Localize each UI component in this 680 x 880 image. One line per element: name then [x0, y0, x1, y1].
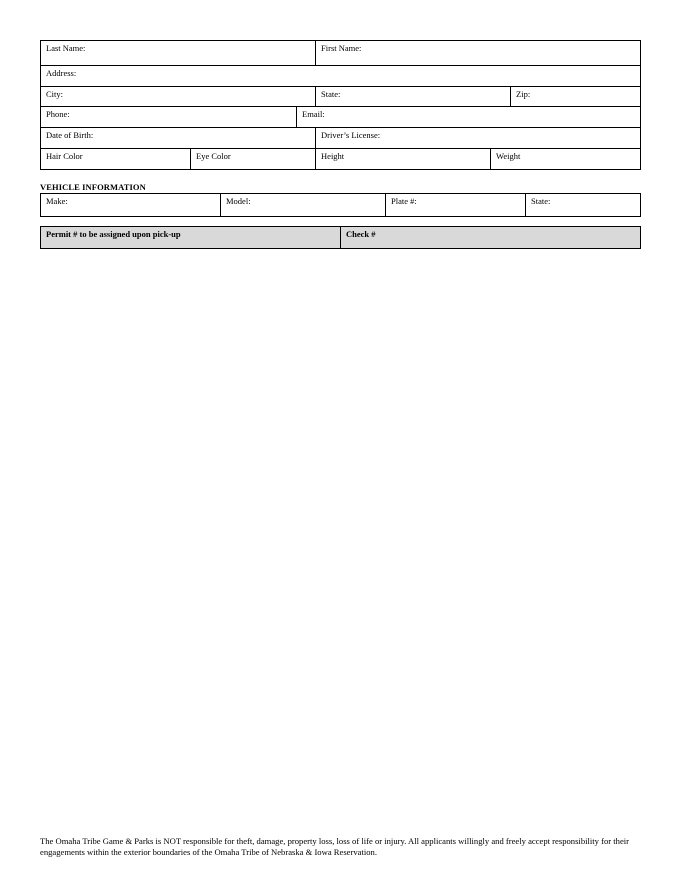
zip-label: Zip: [516, 89, 531, 99]
office-use-table [40, 226, 641, 249]
plate-field[interactable] [386, 194, 526, 217]
check-number-field[interactable] [341, 227, 641, 249]
state-label: State: [321, 89, 341, 99]
vehicle-information-heading: VEHICLE INFORMATION [40, 182, 146, 192]
hair-color-label: Hair Color [46, 151, 83, 161]
email-field[interactable] [297, 107, 641, 128]
drivers-license-label: Driver’s License: [321, 130, 381, 140]
city-label: City: [46, 89, 64, 99]
vehicle-info-table [40, 193, 641, 217]
height-field[interactable] [316, 149, 491, 170]
plate-label: Plate #: [391, 196, 417, 206]
permit-number-label: Permit # to be assigned upon pick-up [46, 229, 181, 239]
address-label: Address: [46, 68, 77, 78]
eye-color-field[interactable] [191, 149, 316, 170]
first-name-label: First Name: [321, 43, 362, 53]
vehicle-state-field[interactable] [526, 194, 641, 217]
city-field[interactable] [41, 87, 316, 107]
weight-label: Weight [496, 151, 521, 161]
last-name-label: Last Name: [46, 43, 86, 53]
date-of-birth-field[interactable] [41, 128, 316, 149]
zip-field[interactable] [511, 87, 641, 107]
first-name-field[interactable] [316, 41, 641, 66]
vehicle-state-label: State: [531, 196, 551, 206]
phone-label: Phone: [46, 109, 70, 119]
drivers-license-field[interactable] [316, 128, 641, 149]
permit-number-field[interactable] [41, 227, 341, 249]
state-field[interactable] [316, 87, 511, 107]
last-name-field[interactable] [41, 41, 316, 66]
model-label: Model: [226, 196, 251, 206]
make-field[interactable] [41, 194, 221, 217]
height-label: Height [321, 151, 345, 161]
address-field[interactable] [41, 66, 641, 87]
hair-color-field[interactable] [41, 149, 191, 170]
make-label: Make: [46, 196, 68, 206]
email-label: Email: [302, 109, 325, 119]
weight-field[interactable] [491, 149, 641, 170]
applicant-info-table [40, 40, 641, 170]
liability-disclaimer: The Omaha Tribe Game & Parks is NOT responsible for theft, damage, property loss, loss of life or injury. All applicants willingly and freely accept responsibility for their engagements within the exterior boundaries of the Omaha Tribe of Nebraska & Iowa Reservation. [40, 836, 630, 857]
check-number-label: Check # [346, 229, 376, 239]
phone-field[interactable] [41, 107, 297, 128]
model-field[interactable] [221, 194, 386, 217]
date-of-birth-label: Date of Birth: [46, 130, 94, 140]
eye-color-label: Eye Color [196, 151, 231, 161]
